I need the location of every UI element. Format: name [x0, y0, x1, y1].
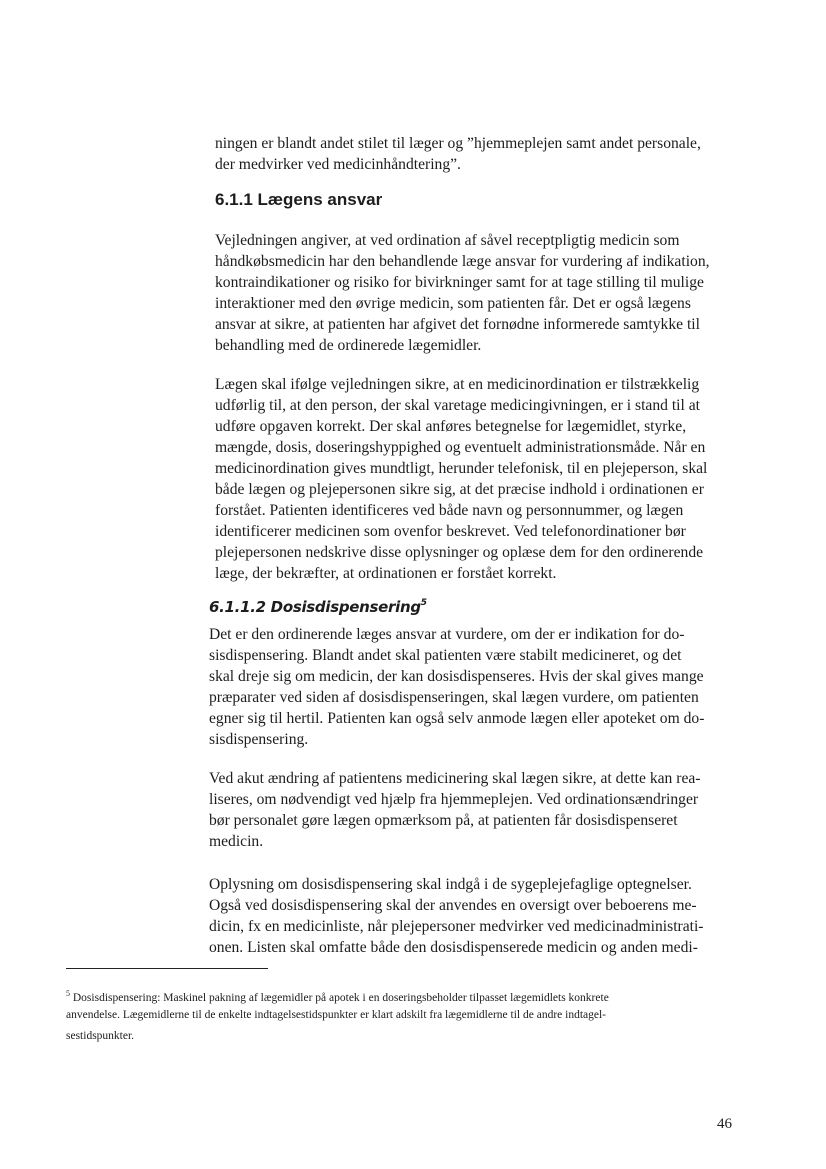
- text-line: sisdispensering.: [209, 731, 309, 748]
- text-line: Oplysning om dosisdispensering skal indgå i de sygeplejefaglige optegnelser.: [209, 876, 692, 893]
- text-line: mængde, dosis, doseringshyppighed og eventuelt administrationsmåde. Når en: [215, 439, 706, 456]
- text-line: præparater ved siden af dosisdispenseringen, skal lægen vurdere, om patienten: [209, 689, 699, 706]
- text-line: læge, der bekræfter, at ordinationen er forstået korrekt.: [215, 565, 557, 582]
- text-line: forstået. Patienten identificeres ved både navn og personnummer, og lægen: [215, 502, 684, 519]
- page-number: 46: [717, 1116, 732, 1132]
- footnote-line: anvendelse. Lægemidlerne til de enkelte indtagelsestidspunkter er klart adskilt fra lægemidlerne til de andre indtagel-: [66, 1009, 607, 1021]
- text-line: plejepersonen nedskrive disse oplysninger og oplæse dem for den ordinerende: [215, 544, 704, 561]
- footnote-text: Dosisdispensering: Maskinel pakning af lægemidler på apotek i en doseringsbeholder tilpasset lægemidlets konkrete: [72, 991, 609, 1004]
- text-line: ansvar at sikre, at patienten har afgivet det fornødne informerede samtykke til: [215, 316, 700, 333]
- text-line: der medvirker ved medicinhåndtering”.: [215, 156, 461, 173]
- text-line: skal dreje sig om medicin, der kan dosisdispenseres. Hvis der skal gives mange: [209, 668, 704, 685]
- subsection-heading: [209, 598, 427, 616]
- section-heading: 6.1.1 Lægens ansvar: [215, 190, 383, 209]
- text-line: medicinordination gives mundtligt, herunder telefonisk, til en plejeperson, skal: [215, 460, 708, 477]
- subsection-heading-text: 6.1.1.2 Dosisdispensering: [209, 598, 421, 616]
- text-line: egner sig til hertil. Patienten kan også selv anmode lægen eller apoteket om do-: [209, 710, 705, 727]
- text-line: kontraindikationer og risiko for bivirkninger samt for at tage stilling til mulige: [215, 274, 704, 291]
- text-line: identificerer medicinen som ovenfor beskrevet. Ved telefonordinationer bør: [215, 523, 686, 540]
- text-line: behandling med de ordinerede lægemidler.: [215, 337, 482, 354]
- text-line: håndkøbsmedicin har den behandlende læge ansvar for vurdering af indikation,: [215, 253, 710, 270]
- text-line: bør personalet gøre lægen opmærksom på, at patienten får dosisdispenseret: [209, 812, 678, 829]
- text-line: Vejledningen angiver, at ved ordination af såvel receptpligtig medicin som: [215, 232, 680, 249]
- text-line: udføre opgaven korrekt. Der skal anføres betegnelse for lægemidlet, styrke,: [215, 418, 687, 435]
- text-line: sisdispensering. Blandt andet skal patienten være stabilt medicineret, og det: [209, 647, 682, 664]
- text-line: ningen er blandt andet stilet til læger og ”hjemmeplejen samt andet personale,: [215, 135, 701, 152]
- text-line: Ved akut ændring af patientens medicinering skal lægen sikre, at dette kan rea-: [209, 770, 701, 787]
- text-line: Det er den ordinerende læges ansvar at vurdere, om der er indikation for do-: [209, 626, 685, 643]
- text-line: medicin.: [209, 833, 264, 850]
- text-line: både lægen og plejepersonen sikre sig, at det præcise indhold i ordinationen er: [215, 481, 704, 498]
- text-line: onen. Listen skal omfatte både den dosisdispenserede medicin og anden medi-: [209, 939, 698, 956]
- text-line: udførlig til, at den person, der skal varetage medicingivningen, er i stand til at: [215, 397, 700, 414]
- text-line: dicin, fx en medicinliste, når plejepersoner medvirker ved medicinadministrati-: [209, 918, 704, 935]
- text-line: liseres, om nødvendigt ved hjælp fra hjemmeplejen. Ved ordinationsændringer: [209, 791, 699, 808]
- footnote-separator: [66, 968, 268, 969]
- text-line: Også ved dosisdispensering skal der anvendes en oversigt over beboerens me-: [209, 897, 697, 914]
- text-line: Lægen skal ifølge vejledningen sikre, at en medicinordination er tilstrækkelig: [215, 376, 700, 393]
- text-line: interaktioner med den øvrige medicin, som patienten får. Det er også lægens: [215, 295, 691, 312]
- footnote-reference: 5: [420, 598, 427, 608]
- footnote-line: sestidspunkter.: [66, 1030, 135, 1042]
- footnote-marker: 5: [66, 989, 70, 998]
